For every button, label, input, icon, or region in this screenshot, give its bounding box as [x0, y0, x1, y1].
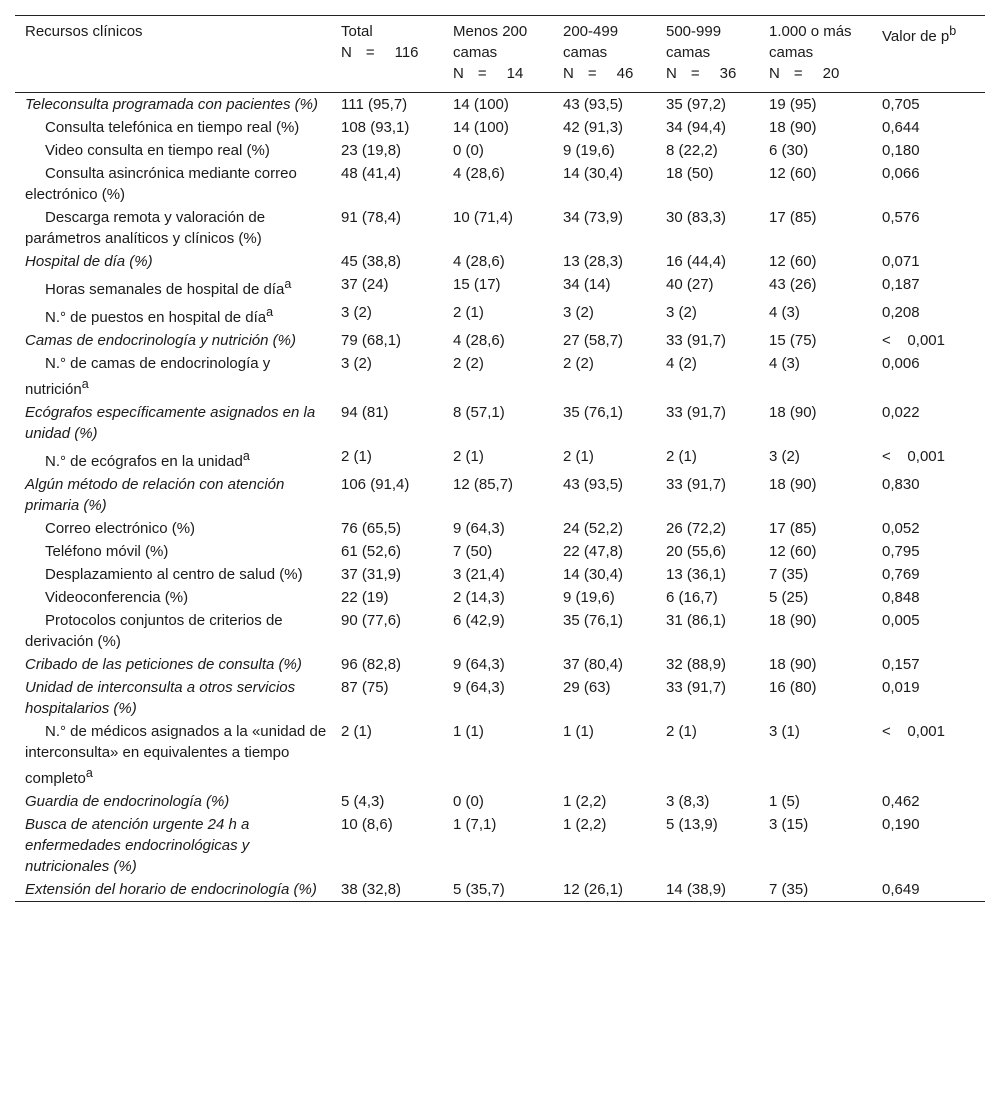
- row-value: 111 (95,7): [341, 96, 408, 113]
- row-label: Cribado de las peticiones de consulta (%): [25, 656, 302, 673]
- row-value: 2 (2): [453, 355, 484, 372]
- row-value: 22 (47,8): [563, 543, 624, 560]
- row-pvalue: 0,462: [882, 793, 920, 810]
- row-value: 12 (60): [769, 253, 817, 270]
- row-value: 37 (31,9): [341, 566, 402, 583]
- row-value: 26 (72,2): [666, 520, 727, 537]
- header-total: Total N = 116: [341, 23, 419, 61]
- row-value: 7 (35): [769, 566, 809, 583]
- row-label: Guardia de endocrinología (%): [25, 793, 230, 810]
- row-value: 18 (90): [769, 656, 817, 673]
- row-label: Busca de atención urgente 24 h a enfermedades endocrinológicas y nutricionales (%): [25, 816, 250, 875]
- row-value: 90 (77,6): [341, 612, 402, 629]
- row-value: 17 (85): [769, 209, 817, 226]
- row-value: 43 (26): [769, 276, 817, 293]
- row-value: 19 (95): [769, 96, 817, 113]
- row-value: 16 (44,4): [666, 253, 727, 270]
- row-value: 38 (32,8): [341, 881, 402, 898]
- row-value: 5 (4,3): [341, 793, 385, 810]
- header-row: [15, 16, 985, 93]
- row-label: Unidad de interconsulta a otros servicios hospitalarios (%): [25, 679, 296, 717]
- row-value: 7 (35): [769, 881, 809, 898]
- row-value: 2 (1): [453, 448, 484, 465]
- row-value: 33 (91,7): [666, 404, 727, 421]
- row-value: 14 (38,9): [666, 881, 727, 898]
- row-value: 1 (1): [563, 723, 594, 740]
- row-value: 2 (1): [666, 448, 697, 465]
- table-row: [15, 473, 985, 517]
- row-value: 10 (8,6): [341, 816, 393, 833]
- table-row: [15, 517, 985, 540]
- table-row: [15, 720, 985, 790]
- row-value: 4 (28,6): [453, 253, 505, 270]
- row-pvalue: 0,644: [882, 119, 920, 136]
- header-200-499: 200-499 camas N = 46: [563, 23, 634, 82]
- table-row: [15, 401, 985, 445]
- row-pvalue: 0,705: [882, 96, 920, 113]
- row-value: 87 (75): [341, 679, 389, 696]
- row-value: 15 (17): [453, 276, 501, 293]
- row-value: 12 (60): [769, 165, 817, 182]
- row-label: Horas semanales de hospital de día$^a$: [45, 277, 292, 298]
- row-value: 76 (65,5): [341, 520, 402, 537]
- row-pvalue: 0,157: [882, 656, 920, 673]
- row-label: N.° de ecógrafos en la unidad$^a$: [45, 449, 250, 470]
- row-label: Hospital de día (%): [25, 253, 153, 270]
- row-label: Teleconsulta programada con pacientes (%): [25, 96, 318, 113]
- row-value: 3 (1): [769, 723, 800, 740]
- header-pvalue: Valor de $p^b$: [882, 24, 957, 45]
- row-value: 2 (1): [563, 448, 594, 465]
- row-value: 1 (1): [453, 723, 484, 740]
- row-value: 22 (19): [341, 589, 389, 606]
- row-pvalue: 0,052: [882, 520, 920, 537]
- row-value: 18 (90): [769, 404, 817, 421]
- row-pvalue: < 0,001: [882, 723, 945, 740]
- row-label: N.° de puestos en hospital de día$^a$: [45, 305, 274, 326]
- row-value: 18 (90): [769, 612, 817, 629]
- row-value: 14 (30,4): [563, 165, 624, 182]
- row-value: 2 (1): [453, 304, 484, 321]
- row-value: 1 (5): [769, 793, 800, 810]
- row-value: 13 (28,3): [563, 253, 624, 270]
- table-row: [15, 676, 985, 720]
- row-value: 4 (28,6): [453, 165, 505, 182]
- header-lt200: Menos 200 camas N = 14: [453, 23, 528, 82]
- row-value: 3 (2): [341, 304, 372, 321]
- table-row: [15, 273, 985, 301]
- row-value: 43 (93,5): [563, 96, 624, 113]
- row-value: 4 (28,6): [453, 332, 505, 349]
- row-label: Video consulta en tiempo real (%): [45, 142, 270, 159]
- row-pvalue: 0,830: [882, 476, 920, 493]
- row-value: 33 (91,7): [666, 679, 727, 696]
- row-value: 2 (14,3): [453, 589, 505, 606]
- row-value: 6 (16,7): [666, 589, 718, 606]
- table-row: [15, 790, 985, 813]
- row-value: 14 (100): [453, 119, 509, 136]
- row-value: 94 (81): [341, 404, 389, 421]
- row-value: 24 (52,2): [563, 520, 624, 537]
- row-value: 40 (27): [666, 276, 714, 293]
- row-value: 13 (36,1): [666, 566, 727, 583]
- row-value: 5 (35,7): [453, 881, 505, 898]
- row-label: Extensión del horario de endocrinología (%): [25, 881, 317, 898]
- row-value: 31 (86,1): [666, 612, 727, 629]
- row-value: 3 (8,3): [666, 793, 710, 810]
- row-value: 43 (93,5): [563, 476, 624, 493]
- row-value: 14 (100): [453, 96, 509, 113]
- row-value: 18 (90): [769, 119, 817, 136]
- row-value: 8 (57,1): [453, 404, 505, 421]
- row-label: Correo electrónico (%): [45, 520, 196, 537]
- row-pvalue: 0,187: [882, 276, 920, 293]
- table-row: [15, 139, 985, 162]
- row-value: 9 (64,3): [453, 520, 505, 537]
- row-value: 4 (3): [769, 355, 800, 372]
- row-pvalue: 0,005: [882, 612, 920, 629]
- table-row: [15, 540, 985, 563]
- row-value: 32 (88,9): [666, 656, 727, 673]
- row-value: 9 (19,6): [563, 589, 615, 606]
- row-value: 3 (2): [666, 304, 697, 321]
- row-value: 18 (50): [666, 165, 714, 182]
- row-value: 12 (26,1): [563, 881, 624, 898]
- row-pvalue: 0,071: [882, 253, 920, 270]
- row-value: 20 (55,6): [666, 543, 727, 560]
- table-row: [15, 586, 985, 609]
- row-value: 10 (71,4): [453, 209, 514, 226]
- row-value: 34 (73,9): [563, 209, 624, 226]
- row-value: 6 (30): [769, 142, 809, 159]
- row-value: 4 (2): [666, 355, 697, 372]
- row-value: 16 (80): [769, 679, 817, 696]
- row-value: 6 (42,9): [453, 612, 505, 629]
- row-value: 1 (7,1): [453, 816, 497, 833]
- row-value: 12 (85,7): [453, 476, 514, 493]
- row-pvalue: 0,649: [882, 881, 920, 898]
- row-label: Algún método de relación con atención primaria (%): [25, 476, 285, 514]
- row-value: 3 (2): [563, 304, 594, 321]
- row-value: 3 (2): [769, 448, 800, 465]
- row-value: 8 (22,2): [666, 142, 718, 159]
- row-value: 96 (82,8): [341, 656, 402, 673]
- row-value: 3 (15): [769, 816, 809, 833]
- row-label: Consulta telefónica en tiempo real (%): [45, 119, 300, 136]
- row-pvalue: 0,190: [882, 816, 920, 833]
- row-label: Videoconferencia (%): [45, 589, 189, 606]
- row-label: Protocolos conjuntos de criterios de derivación (%): [25, 612, 283, 650]
- table-row: [15, 93, 985, 117]
- row-value: 35 (97,2): [666, 96, 727, 113]
- row-value: 34 (94,4): [666, 119, 727, 136]
- row-value: 2 (1): [341, 723, 372, 740]
- row-value: 1 (2,2): [563, 816, 607, 833]
- row-value: 106 (91,4): [341, 476, 410, 493]
- row-value: 48 (41,4): [341, 165, 402, 182]
- row-value: 9 (64,3): [453, 679, 505, 696]
- row-value: 30 (83,3): [666, 209, 727, 226]
- row-value: 42 (91,3): [563, 119, 624, 136]
- row-value: 45 (38,8): [341, 253, 402, 270]
- table-row: [15, 653, 985, 676]
- table-row: [15, 329, 985, 352]
- row-label: N.° de camas de endocrinología y nutrición$^a$: [25, 355, 271, 398]
- row-pvalue: 0,022: [882, 404, 920, 421]
- row-value: 2 (1): [341, 448, 372, 465]
- table-row: [15, 250, 985, 273]
- row-value: 4 (3): [769, 304, 800, 321]
- row-value: 0 (0): [453, 793, 484, 810]
- row-value: 35 (76,1): [563, 612, 624, 629]
- row-value: 1 (2,2): [563, 793, 607, 810]
- row-value: 37 (24): [341, 276, 389, 293]
- row-pvalue: 0,576: [882, 209, 920, 226]
- row-value: 34 (14): [563, 276, 611, 293]
- row-pvalue: < 0,001: [882, 448, 945, 465]
- row-value: 3 (21,4): [453, 566, 505, 583]
- row-value: 91 (78,4): [341, 209, 402, 226]
- row-value: 17 (85): [769, 520, 817, 537]
- table-row: [15, 609, 985, 653]
- table-row: [15, 878, 985, 902]
- header-1000plus: 1.000 o más camas N = 20: [769, 23, 852, 82]
- row-value: 18 (90): [769, 476, 817, 493]
- row-value: 7 (50): [453, 543, 493, 560]
- row-pvalue: 0,019: [882, 679, 920, 696]
- table-row: [15, 352, 985, 401]
- row-label: Desplazamiento al centro de salud (%): [45, 566, 303, 583]
- clinical-resources-table: [15, 15, 985, 902]
- header-label: Recursos clínicos: [25, 23, 143, 40]
- row-value: 2 (2): [563, 355, 594, 372]
- row-value: 14 (30,4): [563, 566, 624, 583]
- row-value: 15 (75): [769, 332, 817, 349]
- table-row: [15, 301, 985, 329]
- table-row: [15, 813, 985, 878]
- table-row: [15, 206, 985, 250]
- row-value: 12 (60): [769, 543, 817, 560]
- row-label: Descarga remota y valoración de parámetros analíticos y clínicos (%): [25, 209, 266, 247]
- row-pvalue: 0,795: [882, 543, 920, 560]
- table-row: [15, 116, 985, 139]
- row-label: N.° de médicos asignados a la «unidad de interconsulta» en equivalentes a tiempo completo$^a$: [25, 723, 327, 787]
- row-label: Teléfono móvil (%): [45, 543, 169, 560]
- row-pvalue: 0,006: [882, 355, 920, 372]
- table-row: [15, 445, 985, 473]
- row-value: 61 (52,6): [341, 543, 402, 560]
- row-value: 5 (13,9): [666, 816, 718, 833]
- row-value: 79 (68,1): [341, 332, 402, 349]
- row-value: 29 (63): [563, 679, 611, 696]
- header-500-999: 500-999 camas N = 36: [666, 23, 737, 82]
- row-pvalue: 0,180: [882, 142, 920, 159]
- table-row: [15, 162, 985, 206]
- row-pvalue: 0,769: [882, 566, 920, 583]
- row-label: Consulta asincrónica mediante correo electrónico (%): [25, 165, 297, 203]
- table-body: [15, 93, 985, 902]
- row-value: 37 (80,4): [563, 656, 624, 673]
- row-value: 2 (1): [666, 723, 697, 740]
- row-value: 5 (25): [769, 589, 809, 606]
- row-value: 9 (19,6): [563, 142, 615, 159]
- table-row: [15, 563, 985, 586]
- row-value: 35 (76,1): [563, 404, 624, 421]
- row-value: 0 (0): [453, 142, 484, 159]
- row-value: 33 (91,7): [666, 476, 727, 493]
- row-pvalue: 0,066: [882, 165, 920, 182]
- row-value: 23 (19,8): [341, 142, 402, 159]
- row-value: 108 (93,1): [341, 119, 410, 136]
- row-label: Ecógrafos específicamente asignados en la unidad (%): [25, 404, 316, 442]
- row-pvalue: 0,208: [882, 304, 920, 321]
- row-pvalue: 0,848: [882, 589, 920, 606]
- row-value: 27 (58,7): [563, 332, 624, 349]
- row-value: 33 (91,7): [666, 332, 727, 349]
- row-label: Camas de endocrinología y nutrición (%): [25, 332, 296, 349]
- row-value: 3 (2): [341, 355, 372, 372]
- row-value: 9 (64,3): [453, 656, 505, 673]
- row-pvalue: < 0,001: [882, 332, 945, 349]
